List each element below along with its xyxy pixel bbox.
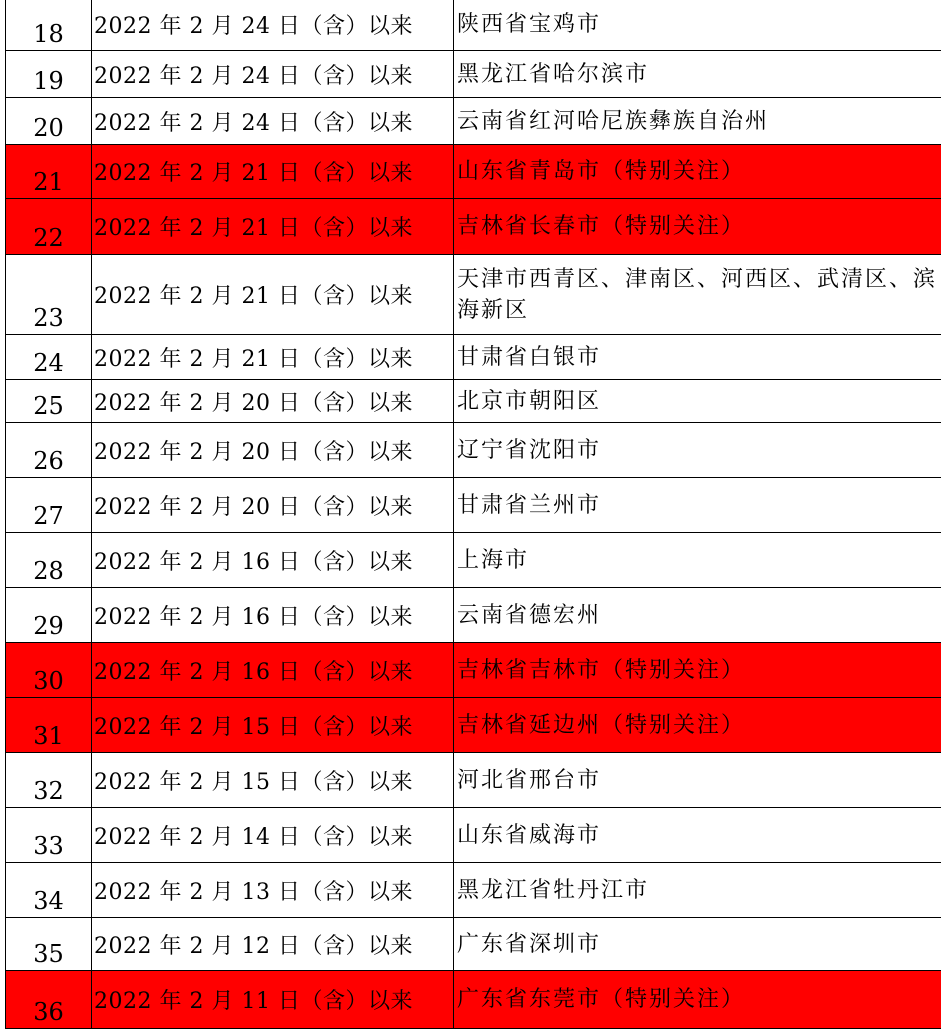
place-cell: 云南省德宏州 [454,588,941,643]
table-row [6,380,941,423]
date-cell: 2022 年 2 月 11 日（含）以来 [92,971,454,1029]
row-number-cell: 27 [6,478,92,533]
date-cell: 2022 年 2 月 16 日（含）以来 [92,533,454,588]
date-cell: 2022 年 2 月 14 日（含）以来 [92,808,454,863]
row-number-cell: 22 [6,199,92,255]
date-cell: 2022 年 2 月 21 日（含）以来 [92,335,454,380]
place-cell: 陕西省宝鸡市 [454,0,941,51]
place-cell: 广东省东莞市（特别关注） [454,971,941,1029]
place-cell: 河北省邢台市 [454,753,941,808]
table-row [6,0,941,51]
table-row [6,698,941,753]
row-number-cell: 31 [6,698,92,753]
row-number-cell: 21 [6,145,92,199]
date-cell: 2022 年 2 月 20 日（含）以来 [92,380,454,423]
place-cell: 黑龙江省牡丹江市 [454,863,941,918]
place-cell: 北京市朝阳区 [454,380,941,423]
date-cell: 2022 年 2 月 16 日（含）以来 [92,588,454,643]
place-cell: 吉林省长春市（特别关注） [454,199,941,255]
row-number-cell: 28 [6,533,92,588]
date-cell: 2022 年 2 月 16 日（含）以来 [92,643,454,698]
place-cell: 辽宁省沈阳市 [454,423,941,478]
date-cell: 2022 年 2 月 13 日（含）以来 [92,863,454,918]
table-row [6,863,941,918]
date-cell: 2022 年 2 月 24 日（含）以来 [92,98,454,145]
date-cell: 2022 年 2 月 20 日（含）以来 [92,478,454,533]
table-row [6,199,941,255]
date-cell: 2022 年 2 月 21 日（含）以来 [92,255,454,335]
row-number-cell: 23 [6,255,92,335]
place-cell: 山东省威海市 [454,808,941,863]
row-number-cell: 36 [6,971,92,1029]
place-cell: 甘肃省兰州市 [454,478,941,533]
row-number-cell: 25 [6,380,92,423]
place-cell: 吉林省吉林市（特别关注） [454,643,941,698]
row-number-cell: 18 [6,0,92,51]
row-number-cell: 32 [6,753,92,808]
place-cell: 山东省青岛市（特别关注） [454,145,941,199]
date-cell: 2022 年 2 月 12 日（含）以来 [92,918,454,971]
table-row [6,51,941,98]
place-cell: 云南省红河哈尼族彝族自治州 [454,98,941,145]
table-row [6,423,941,478]
place-cell: 天津市西青区、津南区、河西区、武清区、滨海新区 [454,255,941,335]
date-cell: 2022 年 2 月 15 日（含）以来 [92,698,454,753]
table-row [6,753,941,808]
row-number-cell: 30 [6,643,92,698]
table-row [6,335,941,380]
place-cell: 上海市 [454,533,941,588]
table-row [6,918,941,971]
table-row [6,478,941,533]
date-cell: 2022 年 2 月 20 日（含）以来 [92,423,454,478]
table-row [6,98,941,145]
place-cell: 黑龙江省哈尔滨市 [454,51,941,98]
table-row [6,971,941,1029]
risk-area-table [5,0,941,1029]
place-cell: 甘肃省白银市 [454,335,941,380]
table-row [6,588,941,643]
row-number-cell: 20 [6,98,92,145]
table-body [6,0,941,1029]
row-number-cell: 19 [6,51,92,98]
date-cell: 2022 年 2 月 15 日（含）以来 [92,753,454,808]
row-number-cell: 26 [6,423,92,478]
row-number-cell: 24 [6,335,92,380]
date-cell: 2022 年 2 月 24 日（含）以来 [92,51,454,98]
date-cell: 2022 年 2 月 21 日（含）以来 [92,145,454,199]
row-number-cell: 29 [6,588,92,643]
place-cell: 广东省深圳市 [454,918,941,971]
date-cell: 2022 年 2 月 21 日（含）以来 [92,199,454,255]
table-row [6,643,941,698]
row-number-cell: 35 [6,918,92,971]
table-row [6,533,941,588]
row-number-cell: 33 [6,808,92,863]
date-cell: 2022 年 2 月 24 日（含）以来 [92,0,454,51]
row-number-cell: 34 [6,863,92,918]
table-row [6,255,941,335]
place-cell: 吉林省延边州（特别关注） [454,698,941,753]
table-row [6,808,941,863]
table-row [6,145,941,199]
